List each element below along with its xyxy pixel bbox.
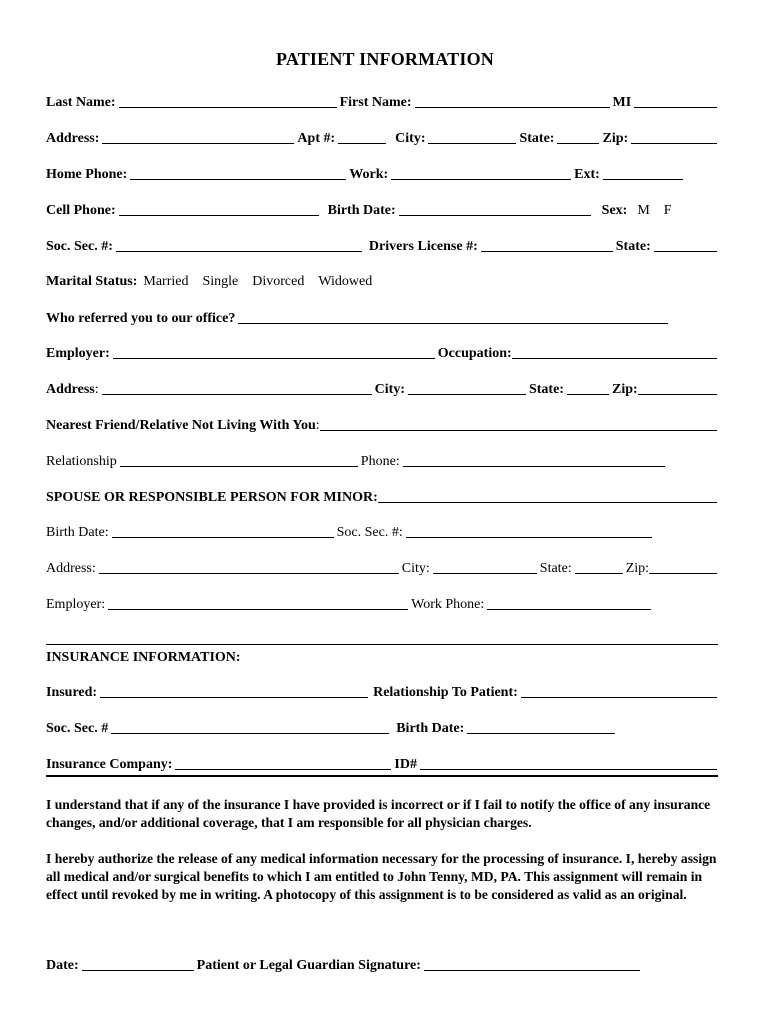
relationship-field[interactable] [120,452,358,467]
emp-zip-label: Zip: [611,382,638,397]
emp-address-label: Address: [46,382,99,397]
spouse-heading-row [46,486,720,506]
signature-row [46,954,720,974]
insurance-heading: INSURANCE INFORMATION: [46,650,241,665]
marital-option-widowed[interactable]: Widowed [318,274,373,289]
spouse-state-label: State: [539,561,572,576]
ext-field[interactable] [603,165,683,180]
spouse-soc-sec-label: Soc. Sec. #: [336,525,403,540]
insured-label: Insured: [46,685,98,700]
cell-phone-label: Cell Phone: [46,203,116,218]
insurance-soc-sec-field[interactable] [111,719,389,734]
spouse-birth-date-label: Birth Date: [46,525,109,540]
date-label: Date: [46,958,79,973]
spouse-zip-label: Zip: [625,561,650,576]
city-label: City: [395,131,426,146]
home-phone-field[interactable] [130,165,346,180]
referral-row [46,307,720,327]
insurance-company-label: Insurance Company: [46,757,173,772]
first-name-label: First Name: [339,95,412,110]
spouse-name-field[interactable] [378,488,717,503]
insured-row [46,681,720,701]
section-divider [46,644,718,645]
insurance-heading-row [46,646,720,666]
insurance-company-row [46,753,720,773]
spouse-zip-field[interactable] [649,559,717,574]
insurance-id-field[interactable] [420,755,717,770]
marital-row [46,270,720,290]
insurance-ssn-row [46,717,720,737]
soc-sec-label: Soc. Sec. #: [46,239,113,254]
insurance-birth-date-label: Birth Date: [396,721,465,736]
spouse-soc-sec-field[interactable] [406,523,652,538]
work-phone-field[interactable] [391,165,571,180]
insurance-company-field[interactable] [175,755,391,770]
cell-phone-field[interactable] [119,201,319,216]
birth-date-label: Birth Date: [327,203,396,218]
spouse-city-label: City: [401,561,430,576]
relationship-to-patient-field[interactable] [521,683,717,698]
emp-zip-field[interactable] [638,380,717,395]
marital-option-single[interactable]: Single [202,274,239,289]
spouse-address-row [46,557,720,577]
occupation-label: Occupation: [437,346,512,361]
emp-city-field[interactable] [408,380,526,395]
soc-sec-field[interactable] [116,237,362,252]
insurance-responsibility-paragraph: I understand that if any of the insurance I have provided is incorrect or if I fail to notify the office of any insurance changes, and/or additional coverage, that I am responsible for all physician charges. [46,797,711,830]
relative-phone-label: Phone: [360,454,400,469]
mi-label: MI [612,95,632,110]
insurance-soc-sec-label: Soc. Sec. # [46,721,109,736]
referred-label: Who referred you to our office? [46,311,236,326]
last-name-field[interactable] [119,93,337,108]
spouse-address-label: Address: [46,561,96,576]
city-field[interactable] [428,129,516,144]
insurance-id-label: ID# [394,757,417,772]
drivers-license-field[interactable] [481,237,613,252]
marital-option-divorced[interactable]: Divorced [252,274,305,289]
marital-status-label: Marital Status: [46,274,138,289]
zip-field[interactable] [631,129,717,144]
insurance-divider [46,775,718,777]
spouse-employer-label: Employer: [46,597,106,612]
nearest-friend-label: Nearest Friend/Relative Not Living With You: [46,418,320,433]
phone-row [46,163,720,183]
spouse-city-field[interactable] [433,559,537,574]
employer-field[interactable] [113,344,435,359]
last-name-label: Last Name: [46,95,116,110]
name-row [46,91,720,111]
first-name-field[interactable] [415,93,610,108]
spouse-birth-date-field[interactable] [112,523,334,538]
state-label: State: [519,131,555,146]
dl-state-field[interactable] [654,237,717,252]
relationship-to-patient-label: Relationship To Patient: [373,685,518,700]
dl-state-label: State: [615,239,651,254]
address-label: Address: [46,131,100,146]
sex-option-m[interactable]: M [637,203,650,218]
insured-field[interactable] [100,683,368,698]
ext-label: Ext: [574,167,600,182]
address-row [46,127,720,147]
address-field[interactable] [102,129,294,144]
spouse-employer-field[interactable] [108,595,408,610]
cell-row [46,199,720,219]
home-phone-label: Home Phone: [46,167,128,182]
drivers-license-label: Drivers License #: [368,239,478,254]
sex-option-f[interactable]: F [663,203,672,218]
authorization-paragraph: I hereby authorize the release of any medical information necessary for the processing of insurance. I, hereby assign all medical and/or surgical benefits to which I am entitled to John Tenny, MD, PA. This assignment will remain in effect until revoked by me in writing. A photocopy of this assignment is to be considered as valid as an original. [46,851,717,902]
page-title: PATIENT INFORMATION [276,49,494,69]
zip-label: Zip: [602,131,629,146]
spouse-work-phone-field[interactable] [487,595,651,610]
spouse-state-field[interactable] [575,559,623,574]
employer-row [46,342,720,362]
relationship-row [46,450,720,470]
ssn-row [46,235,720,255]
emp-address-field[interactable] [102,380,372,395]
emp-city-label: City: [374,382,405,397]
relationship-label: Relationship [46,454,117,469]
apt-field[interactable] [338,129,386,144]
signature-label: Patient or Legal Guardian Signature: [196,958,421,973]
referred-field[interactable] [238,309,668,324]
spouse-address-field[interactable] [99,559,399,574]
date-field[interactable] [82,956,194,971]
signature-field[interactable] [424,956,640,971]
sex-label: Sex: [601,203,628,218]
marital-option-married[interactable]: Married [143,274,189,289]
spouse-heading: SPOUSE OR RESPONSIBLE PERSON FOR MINOR: [46,490,378,505]
state-field[interactable] [557,129,599,144]
spouse-employer-row [46,593,720,613]
birth-date-field[interactable] [399,201,591,216]
insurance-birth-date-field[interactable] [467,719,615,734]
emp-state-field[interactable] [567,380,609,395]
nearest-friend-field[interactable] [320,416,717,431]
work-label: Work: [349,167,389,182]
spouse-birth-row [46,521,720,541]
apt-label: Apt #: [297,131,336,146]
occupation-field[interactable] [512,344,717,359]
relative-phone-field[interactable] [403,452,665,467]
nearest-friend-row [46,414,720,434]
mi-field[interactable] [634,93,717,108]
emp-state-label: State: [528,382,564,397]
employer-label: Employer: [46,346,110,361]
spouse-work-phone-label: Work Phone: [411,597,485,612]
employer-address-row [46,378,720,398]
